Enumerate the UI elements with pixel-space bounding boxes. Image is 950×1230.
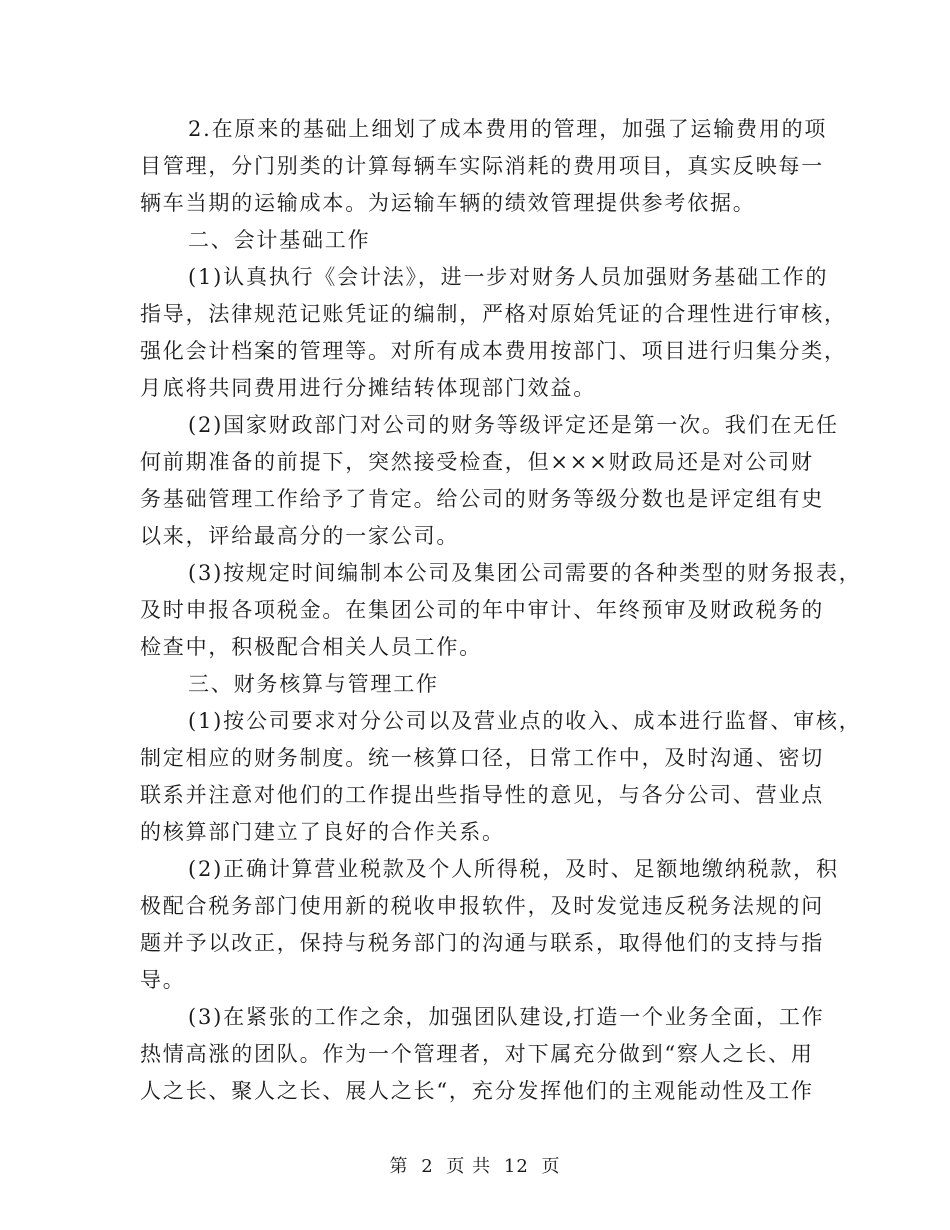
section-heading: 三、财务核算与管理工作 bbox=[188, 672, 439, 696]
page-total-number: 12 bbox=[503, 1156, 529, 1177]
page-footer bbox=[0, 1152, 950, 1178]
paragraph-line: 制定相应的财务制度。统一核算口径，日常工作中，及时沟通、密切 bbox=[140, 746, 824, 770]
paragraph-line: (1)按公司要求对分公司以及营业点的收入、成本进行监督、审核， bbox=[188, 709, 862, 733]
paragraph-line: 题并予以改正，保持与税务部门的沟通与联系，取得他们的支持与指 bbox=[140, 931, 824, 955]
page-current-number: 2 bbox=[421, 1156, 434, 1177]
paragraph-line: (2)正确计算营业税款及个人所得税，及时、足额地缴纳税款，积 bbox=[188, 857, 839, 881]
paragraph-line: 强化会计档案的管理等。对所有成本费用按部门、项目进行归集分类， bbox=[140, 339, 847, 363]
paragraph-line: 辆车当期的运输成本。为运输车辆的绩效管理提供参考依据。 bbox=[140, 191, 756, 215]
paragraph-line: 热情高涨的团队。作为一个管理者，对下属充分做到“察人之长、用 bbox=[140, 1042, 814, 1066]
paragraph-line: 目管理，分门别类的计算每辆车实际消耗的费用项目，真实反映每一 bbox=[140, 154, 824, 178]
page-label-suffix: 页 bbox=[541, 1156, 561, 1177]
paragraph-line: 何前期准备的前提下，突然接受检查，但×××财政局还是对公司财 bbox=[140, 450, 814, 474]
paragraph-line: 人之长、聚人之长、展人之长“，充分发挥他们的主观能动性及工作 bbox=[140, 1079, 814, 1103]
page-label-mid: 页 共 bbox=[446, 1156, 492, 1177]
paragraph-line: 的核算部门建立了良好的合作关系。 bbox=[140, 820, 505, 844]
paragraph-line: 极配合税务部门使用新的税收申报软件，及时发觉违反税务法规的问 bbox=[140, 894, 824, 918]
paragraph-line: 2.在原来的基础上细划了成本费用的管理，加强了运输费用的项 bbox=[188, 117, 828, 141]
paragraph-line: 月底将共同费用进行分摊结转体现部门效益。 bbox=[140, 376, 596, 400]
paragraph-line: 联系并注意对他们的工作提出些指导性的意见，与各分公司、营业点 bbox=[140, 783, 824, 807]
paragraph-line: (3)在紧张的工作之余，加强团队建设,打造一个业务全面，工作 bbox=[188, 1005, 825, 1029]
paragraph-line: 及时申报各项税金。在集团公司的年中审计、年终预审及财政税务的 bbox=[140, 598, 824, 622]
paragraph-line: (1)认真执行《会计法》，进一步对财务人员加强财务基础工作的 bbox=[188, 265, 829, 289]
paragraph-line: (2)国家财政部门对公司的财务等级评定还是第一次。我们在无任 bbox=[188, 413, 839, 437]
paragraph-line: 指导，法律规范记账凭证的编制，严格对原始凭证的合理性进行审核， bbox=[140, 302, 847, 326]
paragraph-line: 务基础管理工作给予了肯定。给公司的财务等级分数也是评定组有史 bbox=[140, 487, 824, 511]
paragraph-line: 检查中，积极配合相关人员工作。 bbox=[140, 635, 482, 659]
section-heading: 二、会计基础工作 bbox=[188, 228, 371, 252]
paragraph-line: 以来，评给最高分的一家公司。 bbox=[140, 524, 460, 548]
paragraph-line: 导。 bbox=[140, 968, 186, 992]
page-label-prefix: 第 bbox=[389, 1156, 409, 1177]
paragraph-line: (3)按规定时间编制本公司及集团公司需要的各种类型的财务报表， bbox=[188, 561, 862, 585]
